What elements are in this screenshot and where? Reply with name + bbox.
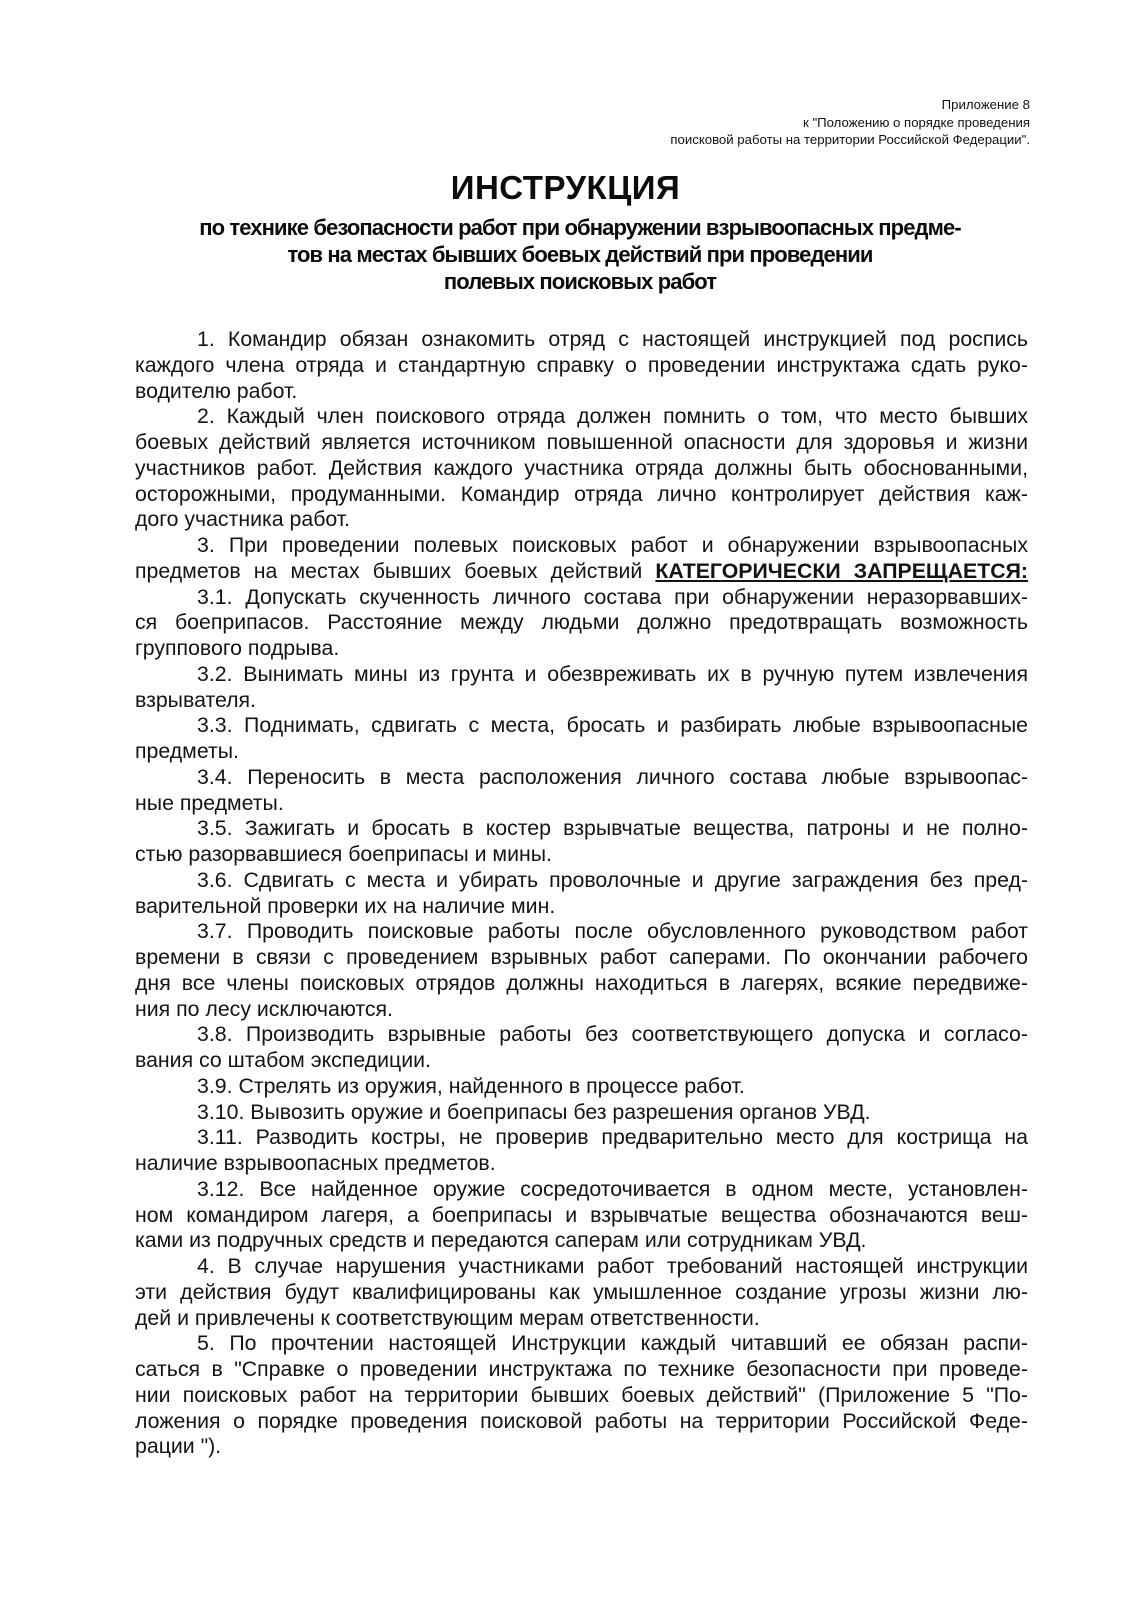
text-line: 3.4. Переносить в места расположения личного состава любые взрывоопас- [197, 764, 1028, 789]
text-line: ся боеприпасов. Расстояние между людьми должно предотвращать возможность [135, 610, 1028, 635]
text-line: 3.5. Зажигать и бросать в костер взрывчатые вещества, патроны и не полно- [197, 816, 1028, 841]
text-line: 3. При проведении полевых поисковых работ и обнаружении взрывоопасных [197, 533, 1028, 557]
text-line: 3.10. Вывозить оружие и боеприпасы без разрешения органов УВД. [197, 1099, 871, 1124]
document-subtitle [130, 214, 1030, 295]
instruction-body [135, 327, 1028, 1460]
subtitle-line: по технике безопасности работ при обнаружении взрывоопасных предме- [199, 215, 961, 240]
appendix-reference-line: поисковой работы на территории Российской Федерации". [670, 132, 1030, 147]
appendix-reference-line: к "Положению о порядке проведения [803, 114, 1030, 130]
text-line: 3.2. Вынимать мины из грунта и обезвреживать их в ручную путем извлечения [197, 661, 1028, 686]
text-line: группового подрыва. [135, 636, 340, 660]
paragraph-3-11 [135, 1125, 1028, 1177]
text-line: участников работ. Действия каждого участника отряда должны быть обоснованными, [135, 455, 1028, 480]
text-line: рации "). [135, 1434, 222, 1459]
paragraph-3-7 [135, 919, 1028, 1022]
text-line: 3.9. Стрелять из оружия, найденного в процессе работ. [197, 1073, 745, 1098]
paragraph-3-4 [135, 765, 1028, 817]
text-line: 5. По прочтении настоящей Инструкции каждый читавший ее обязан распи- [197, 1331, 1028, 1356]
text-line: 3.12. Все найденное оружие сосредоточивается в одном месте, установлен- [197, 1176, 1028, 1201]
appendix-number: Приложение 8 [941, 97, 1030, 112]
text-line: боевых действий является источником повышенной опасности для здоровья и жизни [135, 430, 1028, 454]
text-line: нии поисковых работ на территории бывших боевых действий" (Приложение 5 "По- [135, 1382, 1028, 1407]
text-line: 3.8. Производить взрывные работы без соответствующего допуска и согласо- [197, 1022, 1028, 1047]
prohibition-emphasis: КАТЕГОРИЧЕСКИ ЗАПРЕЩАЕТСЯ: [655, 558, 1028, 583]
paragraph-5 [135, 1331, 1028, 1460]
paragraph-3-10 [135, 1100, 1028, 1126]
text-line: каждого члена отряда и стандартную справку о проведении инструктажа сдать руко- [135, 352, 1028, 377]
paragraph-3-8 [135, 1022, 1028, 1074]
text-line: 3.11. Разводить костры, не проверив предварительно место для кострища на [197, 1125, 1028, 1150]
text-line: варительной проверки их на наличие мин. [135, 893, 556, 918]
paragraph-3-5 [135, 816, 1028, 868]
text-line: дого участника работ. [135, 507, 351, 532]
text-line: саться в "Справке о проведении инструктажа по технике безопасности при проведе- [135, 1357, 1028, 1381]
text-line: 2. Каждый член поискового отряда должен помнить о том, что место бывших [197, 404, 1028, 429]
paragraph-3-1 [135, 585, 1028, 662]
text-line: 3.1. Допускать скученность личного состава при обнаружении неразорвавших- [197, 584, 1028, 609]
paragraph-1 [135, 327, 1028, 404]
text-fragment: предметов на местах бывших боевых действий [135, 558, 643, 583]
text-line: 3.7. Проводить поисковые работы после обусловленного руководством работ [197, 919, 1028, 944]
text-line: водителю работ. [135, 378, 298, 403]
text-line: осторожными, продуманными. Командир отряда лично контролирует действия каж- [135, 481, 1028, 506]
text-line: 4. В случае нарушения участниками работ требований настоящей инструкции [197, 1254, 1028, 1278]
paragraph-2 [135, 404, 1028, 533]
text-line: ложения о порядке проведения поисковой работы на территории Российской Феде- [135, 1408, 1028, 1433]
paragraph-4 [135, 1254, 1028, 1331]
paragraph-3 [135, 533, 1028, 585]
subtitle-line: тов на местах бывших боевых действий при проведении [287, 242, 873, 267]
paragraph-3-2 [135, 662, 1028, 714]
text-line: ния по лесу исключаются. [135, 996, 393, 1021]
text-line: предметы. [135, 739, 239, 763]
text-line: стью разорвавшиеся боеприпасы и мины. [135, 842, 552, 866]
text-line: вания со штабом экспедиции. [135, 1048, 431, 1072]
text-line: ные предметы. [135, 790, 284, 815]
text-line: ками из подручных средств и передаются саперам или сотрудникам УВД. [135, 1228, 867, 1253]
text-line: взрывателя. [135, 687, 256, 712]
text-line: времени в связи с проведением взрывных работ саперами. По окончании рабочего [135, 945, 1028, 969]
text-line: 3.6. Сдвигать с места и убирать проволочные и другие заграждения без пред- [197, 867, 1028, 892]
paragraph-3-6 [135, 868, 1028, 920]
document-title: ИНСТРУКЦИЯ [450, 169, 681, 206]
text-line: 3.3. Поднимать, сдвигать с места, бросать и разбирать любые взрывоопасные [197, 713, 1028, 738]
paragraph-3-3 [135, 713, 1028, 765]
text-line: эти действия будут квалифицированы как умышленное создание угрозы жизни лю- [135, 1279, 1028, 1304]
text-line: дня все члены поисковых отрядов должны находиться в лагерях, всякие передвиже- [135, 970, 1028, 995]
text-line: наличие взрывоопасных предметов. [135, 1151, 496, 1175]
text-line: дей и привлечены к соответствующим мерам ответственности. [135, 1305, 760, 1330]
text-line [135, 559, 1028, 585]
text-line: ном командиром лагеря, а боеприпасы и взрывчатые вещества обозначаются веш- [135, 1202, 1028, 1227]
paragraph-3-9 [135, 1074, 1028, 1100]
subtitle-line: полевых поисковых работ [443, 269, 717, 294]
appendix-note [670, 96, 1030, 149]
paragraph-3-12 [135, 1177, 1028, 1254]
text-line: 1. Командир обязан ознакомить отряд с настоящей инструкцией под роспись [197, 327, 1028, 351]
